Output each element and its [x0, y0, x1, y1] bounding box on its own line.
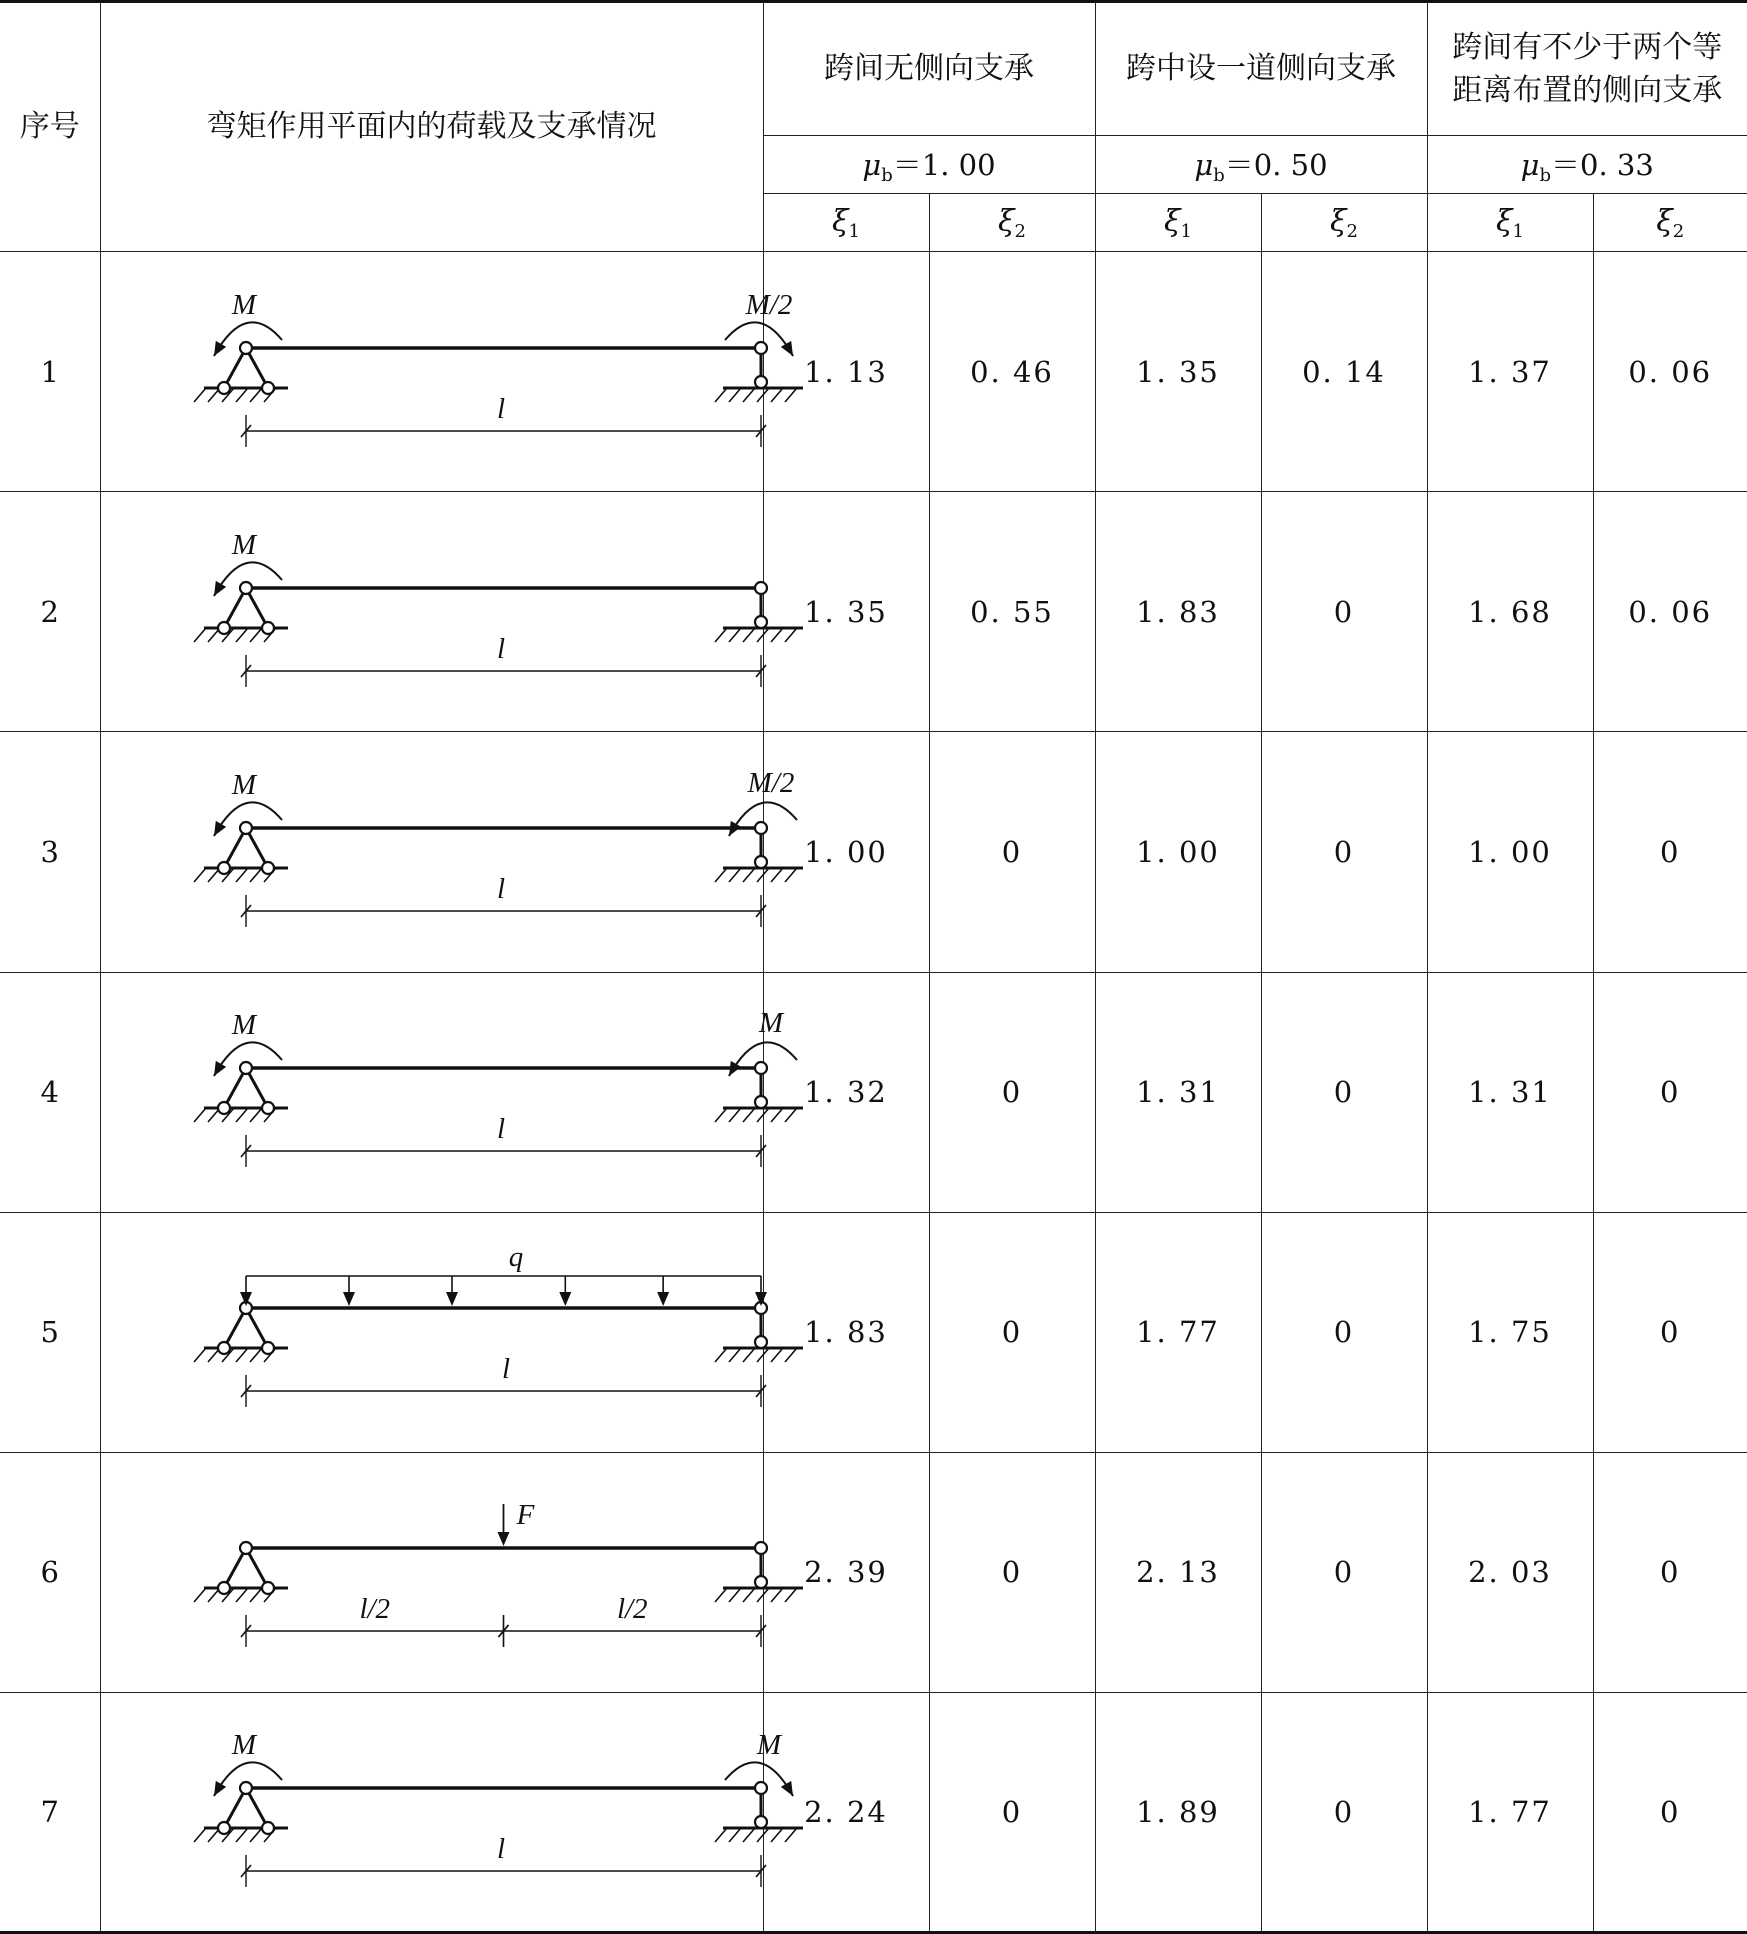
load-case-diagram	[100, 1452, 763, 1692]
xi1-header: $\xi_1$	[1427, 194, 1593, 252]
coefficient-cell: 1. 13	[763, 252, 929, 492]
moment-label-left: M	[231, 768, 256, 801]
coefficient-cell: 1. 35	[763, 492, 929, 732]
coefficient-cell: 2. 24	[763, 1692, 929, 1932]
beam-diagram	[101, 733, 794, 971]
table-row	[0, 732, 1747, 972]
mu-b-1: $\mu_b=1$. 00	[763, 136, 1095, 194]
row-index: 6	[0, 1452, 100, 1692]
coefficient-cell: 2. 03	[1427, 1452, 1593, 1692]
header-index: 序号	[0, 2, 100, 252]
coefficient-cell: 0. 06	[1593, 492, 1747, 732]
coefficient-cell: 0. 06	[1593, 252, 1747, 492]
moment-label-right: M	[758, 1007, 783, 1040]
mu-b-3: $\mu_b=0$. 33	[1427, 136, 1747, 194]
load-case-diagram	[100, 1212, 763, 1452]
row-index: 4	[0, 972, 100, 1212]
pin-support-icon	[194, 582, 288, 642]
header-group-1-title: 跨间无侧向支承	[763, 2, 1095, 136]
header-case: 弯矩作用平面内的荷载及支承情况	[100, 2, 763, 252]
coefficient-cell: 0	[929, 1212, 1095, 1452]
coefficient-cell: 0. 14	[1261, 252, 1427, 492]
coefficient-cell: 0	[929, 1452, 1095, 1692]
beam-diagram	[101, 253, 792, 491]
coefficient-cell: 2. 39	[763, 1452, 929, 1692]
header-group-2-title: 跨中设一道侧向支承	[1095, 2, 1427, 136]
coefficient-cell: 0	[1261, 1692, 1427, 1932]
coefficient-cell: 1. 83	[763, 1212, 929, 1452]
beam-diagram	[101, 1693, 781, 1931]
span-label: l	[496, 392, 505, 425]
span-label: l	[496, 872, 505, 905]
coefficient-cell: 0	[1593, 1212, 1747, 1452]
coefficient-cell: 1. 37	[1427, 252, 1593, 492]
table-row	[0, 252, 1747, 492]
moment-label-left: M	[231, 288, 256, 321]
coefficient-cell: 0	[929, 1692, 1095, 1932]
beam-diagram	[101, 973, 783, 1211]
pin-support-icon	[194, 1782, 288, 1842]
load-case-diagram	[100, 1692, 781, 1932]
coefficient-cell: 1. 35	[1095, 252, 1261, 492]
pin-support-icon	[194, 1542, 288, 1602]
xi2-header: $\xi_2$	[1593, 194, 1747, 252]
coefficient-cell: 1. 31	[1427, 972, 1593, 1212]
span-label: l/2	[358, 1593, 390, 1626]
coefficient-cell: 0. 55	[929, 492, 1095, 732]
coefficient-cell: 0	[1593, 1452, 1747, 1692]
moment-label-left: M	[231, 1009, 256, 1042]
coefficient-cell: 1. 68	[1427, 492, 1593, 732]
xi2-header: $\xi_2$	[1261, 194, 1427, 252]
load-case-diagram	[100, 252, 792, 492]
load-case-diagram	[100, 732, 794, 972]
beam-diagram	[101, 1213, 764, 1451]
coefficient-cell: 2. 13	[1095, 1452, 1261, 1692]
coefficient-cell: 0	[1261, 1452, 1427, 1692]
beam-diagram	[101, 493, 764, 731]
xi1-header: $\xi_1$	[1095, 194, 1261, 252]
load-label-f: F	[516, 1499, 534, 1532]
load-case-diagram	[100, 492, 763, 732]
beam-diagram	[101, 1453, 764, 1691]
load-case-diagram	[100, 972, 783, 1212]
coefficient-cell: 0	[1261, 972, 1427, 1212]
row-index: 3	[0, 732, 100, 972]
coefficient-cell: 1. 00	[763, 732, 929, 972]
coefficient-cell: 1. 77	[1427, 1692, 1593, 1932]
span-label: l	[496, 1832, 505, 1865]
header-group-3-title: 跨间有不少于两个等 距离布置的侧向支承	[1427, 2, 1747, 136]
moment-label-left: M	[231, 528, 256, 561]
pin-support-icon	[194, 822, 288, 882]
row-index: 2	[0, 492, 100, 732]
coefficient-cell: 1. 31	[1095, 972, 1261, 1212]
coefficient-cell: 0	[1593, 732, 1747, 972]
coefficient-cell: 0	[1261, 732, 1427, 972]
row-index: 5	[0, 1212, 100, 1452]
table-row	[0, 1692, 1747, 1932]
point-load-icon	[497, 1504, 509, 1546]
moment-label-left: M	[231, 1728, 256, 1761]
span-label: l	[496, 1113, 505, 1146]
moment-label-right: M/2	[745, 288, 792, 321]
table-row	[0, 492, 1747, 732]
coefficient-cell: 0	[1261, 492, 1427, 732]
mu-b-2: $\mu_b=0$. 50	[1095, 136, 1427, 194]
coefficient-cell: 0	[1261, 1212, 1427, 1452]
pin-support-icon	[194, 1062, 288, 1122]
load-label-q: q	[508, 1241, 523, 1274]
row-index: 1	[0, 252, 100, 492]
coefficient-cell: 0	[1593, 1692, 1747, 1932]
span-label: l/2	[616, 1593, 648, 1626]
span-label: l	[496, 632, 505, 665]
distributed-load-icon	[240, 1276, 767, 1306]
table-row	[0, 1452, 1747, 1692]
moment-label-right: M	[756, 1728, 781, 1761]
pin-support-icon	[194, 342, 288, 402]
table-row	[0, 1212, 1747, 1452]
xi2-header: $\xi_2$	[929, 194, 1095, 252]
coefficient-cell: 0	[1593, 972, 1747, 1212]
coefficient-cell: 1. 75	[1427, 1212, 1593, 1452]
coefficient-cell: 1. 32	[763, 972, 929, 1212]
span-label: l	[501, 1353, 510, 1386]
coefficient-cell: 1. 00	[1427, 732, 1593, 972]
coefficient-cell: 0	[929, 972, 1095, 1212]
coefficient-cell: 0	[929, 732, 1095, 972]
table-row	[0, 972, 1747, 1212]
coefficient-cell: 1. 77	[1095, 1212, 1261, 1452]
moment-label-right: M/2	[747, 766, 794, 799]
coefficient-cell: 0. 46	[929, 252, 1095, 492]
pin-support-icon	[194, 1302, 288, 1362]
row-index: 7	[0, 1692, 100, 1932]
xi1-header: $\xi_1$	[763, 194, 929, 252]
coefficient-cell: 1. 00	[1095, 732, 1261, 972]
coefficient-cell: 1. 89	[1095, 1692, 1261, 1932]
coefficient-cell: 1. 83	[1095, 492, 1261, 732]
